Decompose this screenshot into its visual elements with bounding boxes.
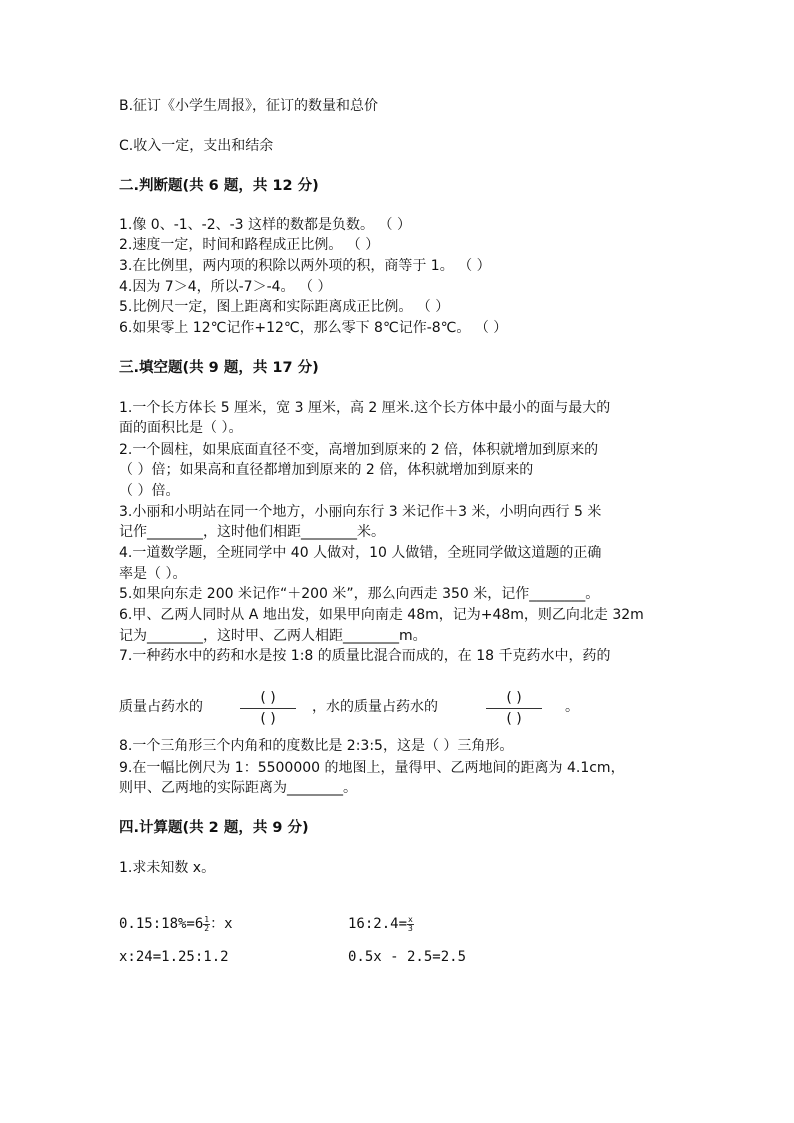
option-c: C.收入一定，支出和结余 — [119, 138, 274, 154]
fill-line-12: 记为________，这时甲、乙两人相距________m。 — [119, 628, 427, 644]
section-3-heading: 三.填空题(共 9 题，共 17 分) — [119, 360, 319, 376]
fraction-denominator: 2 — [204, 923, 210, 933]
fraction-denominator-blank: ( ) — [260, 711, 276, 727]
fill-line-4: （ ）倍；如果高和直径都增加到原来的 2 倍，体积就增加到原来的 — [119, 462, 534, 478]
fraction — [407, 916, 414, 933]
fill-line-8: 4.一道数学题，全班同学中 40 人做对，10 人做错，全班同学做这道题的正确 — [119, 545, 602, 561]
fill-line-16: 则甲、乙两地的实际距离为________。 — [119, 780, 357, 796]
fraction-numerator-blank: ( ) — [260, 690, 276, 706]
fraction-numerator: x — [408, 914, 413, 924]
q7-fraction-1 — [240, 690, 296, 727]
fraction-denominator-blank: ( ) — [506, 711, 522, 727]
fill-line-5: （ ）倍。 — [119, 483, 180, 499]
fill-line-13: 7.一种药水中的药和水是按 1:8 的质量比混合而成的，在 18 千克药水中，药的 — [119, 648, 611, 664]
judge-item-5: 5.比例尺一定，图上距离和实际距离成正比例。 （ ） — [119, 299, 450, 315]
fill-line-2: 面的面积比是（ ）。 — [119, 420, 243, 436]
fraction-denominator: 3 — [408, 923, 413, 933]
fill-line-14: 8.一个三角形三个内角和的度数比是 2:3:5，这是（ ）三角形。 — [119, 738, 514, 754]
judge-item-2: 2.速度一定，时间和路程成正比例。 （ ） — [119, 237, 380, 253]
section-2-heading: 二.判断题(共 6 题，共 12 分) — [119, 178, 319, 194]
fill-line-11: 6.甲、乙两人同时从 A 地出发，如果甲向南走 48m，记为+48m，则乙向北走 32m — [119, 607, 644, 623]
fraction-numerator: 1 — [204, 914, 210, 924]
q7-text-part2: ，水的质量占药水的 — [312, 699, 438, 715]
equation-4: 0.5x - 2.5=2.5 — [348, 949, 467, 965]
equation-2-prefix: 16:2.4= — [348, 916, 408, 932]
equation-2 — [348, 914, 414, 934]
fill-line-3: 2.一个圆柱，如果底面直径不变，高增加到原来的 2 倍，体积就增加到原来的 — [119, 442, 599, 458]
judge-item-3: 3.在比例里，两内项的积除以两外项的积，商等于 1。 （ ） — [119, 258, 491, 274]
q7-end: 。 — [565, 699, 579, 715]
q7-text-part1: 质量占药水的 — [119, 699, 203, 715]
fill-line-15: 9.在一幅比例尺为 1：5500000 的地图上，量得甲、乙两地间的距离为 4.1cm， — [119, 760, 625, 776]
judge-item-4: 4.因为 7＞4，所以-7＞-4。 （ ） — [119, 279, 332, 295]
equation-1 — [119, 914, 233, 934]
fill-line-7: 记作________，这时他们相距________米。 — [119, 524, 385, 540]
calc-question-1: 1.求未知数 x。 — [119, 860, 216, 876]
fill-line-6: 3.小丽和小明站在同一个地方，小丽向东行 3 米记作＋3 米，小明向西行 5 米 — [119, 504, 602, 520]
section-4-heading: 四.计算题(共 2 题，共 9 分) — [119, 820, 309, 836]
q7-fraction-2 — [486, 690, 542, 727]
fill-line-10: 5.如果向东走 200 米记作“＋200 米”，那么向西走 350 米，记作________。 — [119, 586, 600, 602]
option-b: B.征订《小学生周报》，征订的数量和总价 — [119, 98, 379, 114]
judge-item-1: 1.像 0、-1、-2、-3 这样的数都是负数。 （ ） — [119, 217, 411, 233]
fill-line-1: 1.一个长方体长 5 厘米，宽 3 厘米，高 2 厘米.这个长方体中最小的面与最大的 — [119, 400, 611, 416]
judge-item-6: 6.如果零上 12℃记作+12℃，那么零下 8℃记作-8℃。 （ ） — [119, 320, 508, 336]
fraction-bar — [486, 708, 542, 709]
equation-1-suffix: ：x — [210, 916, 233, 932]
fill-line-9: 率是（ ）。 — [119, 566, 187, 582]
fraction-bar — [240, 708, 296, 709]
equation-1-prefix: 0.15:18%=6 — [119, 916, 204, 932]
equation-3: x:24=1.25:1.2 — [119, 949, 229, 965]
fraction-numerator-blank: ( ) — [506, 690, 522, 706]
